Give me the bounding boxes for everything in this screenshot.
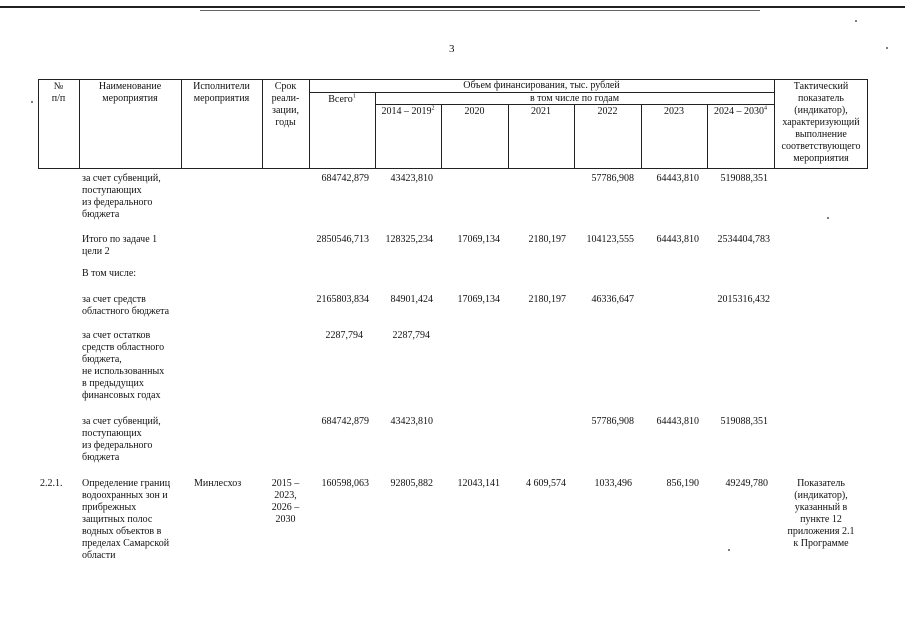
row-y6: 2534404,783 xyxy=(717,234,770,245)
header-year-2024-2030 xyxy=(707,106,774,118)
row-y6: 2015316,432 xyxy=(717,294,770,305)
header-y1-footnote: 2 xyxy=(431,105,435,112)
row-y4: 1033,496 xyxy=(594,478,632,489)
row-name: за счет средств областного бюджета xyxy=(82,294,170,317)
header-y1-label: 2014 – 2019 xyxy=(381,106,432,117)
row-y5: 64443,810 xyxy=(656,416,699,427)
row-total: 684742,879 xyxy=(321,416,369,427)
header-including: в том числе по годам xyxy=(529,93,620,104)
row-y3: 2180,197 xyxy=(528,234,566,245)
row-name: Определение границ водоохранных зон и прибрежных защитных полос водных объектов в пределах Самарской области xyxy=(82,478,171,561)
row-y2: 17069,134 xyxy=(457,234,500,245)
row-total: 2850546,713 xyxy=(316,234,369,245)
header-funding: Объем финансирования, тыс. рублей xyxy=(463,80,620,91)
header-term: Срок реали- зации, годы xyxy=(271,81,300,128)
row-total: 2165803,834 xyxy=(316,294,369,305)
row-name: за счет субвенций, поступающих из федерального бюджета xyxy=(82,416,161,463)
scan-speck xyxy=(31,101,33,103)
row-y1: 43423,810 xyxy=(390,173,433,184)
row-name: за счет субвенций, поступающих из федерального бюджета xyxy=(82,173,161,220)
row-y1: 2287,794 xyxy=(392,330,430,341)
row-y5: 64443,810 xyxy=(656,234,699,245)
row-y5: 856,190 xyxy=(666,478,699,489)
row-indicator: Показатель (индикатор), указанный в пункте 12 приложения 2.1 к Программе xyxy=(787,478,855,549)
header-year-2014-2019 xyxy=(375,106,441,118)
row-number: 2.2.1. xyxy=(40,478,63,489)
scan-speck xyxy=(886,47,888,49)
scan-speck xyxy=(827,217,829,219)
row-y1: 84901,424 xyxy=(390,294,433,305)
row-y4: 46336,647 xyxy=(591,294,634,305)
header-year-2023: 2023 xyxy=(664,106,684,117)
top-border-line-secondary xyxy=(200,10,760,11)
header-total-footnote: 1 xyxy=(352,93,356,100)
row-y4: 104123,555 xyxy=(586,234,634,245)
header-year-2020: 2020 xyxy=(464,106,485,117)
row-y6: 519088,351 xyxy=(720,416,768,427)
row-total: 160598,063 xyxy=(321,478,369,489)
top-border-line xyxy=(0,6,905,8)
row-y1: 92805,882 xyxy=(390,478,433,489)
header-name: Наименование мероприятия xyxy=(98,81,162,104)
row-y1: 128325,234 xyxy=(385,234,433,245)
header-year-2022: 2022 xyxy=(597,106,618,117)
row-y3: 2180,197 xyxy=(528,294,566,305)
header-total xyxy=(309,94,375,106)
row-total: 2287,794 xyxy=(325,330,363,341)
header-num: № п/п xyxy=(51,81,66,104)
row-name: за счет остатков средств областного бюджета, не использованных в предыдущих финансовых годах xyxy=(82,330,165,401)
header-executors: Исполнители мероприятия xyxy=(193,81,250,104)
row-y3: 4 609,574 xyxy=(526,478,566,489)
scan-speck xyxy=(855,20,857,22)
row-y5: 64443,810 xyxy=(656,173,699,184)
row-y2: 12043,141 xyxy=(457,478,500,489)
scan-speck xyxy=(728,549,730,551)
row-name: В том числе: xyxy=(82,268,137,279)
header-year-2021: 2021 xyxy=(531,106,551,117)
row-executor: Минлесхоз xyxy=(194,478,242,489)
row-total: 684742,879 xyxy=(321,173,369,184)
header-total-label: Всего xyxy=(328,94,353,105)
page-number: 3 xyxy=(449,43,455,55)
row-y6: 49249,780 xyxy=(725,478,768,489)
row-y1: 43423,810 xyxy=(390,416,433,427)
row-y2: 17069,134 xyxy=(457,294,500,305)
header-indicator: Тактический показатель (индикатор), характеризующий выполнение соответствующего мероприятия xyxy=(781,81,861,164)
header-y6-footnote: 4 xyxy=(764,105,767,112)
row-y4: 57786,908 xyxy=(591,416,634,427)
row-y6: 519088,351 xyxy=(720,173,768,184)
row-term: 2015 – 2023, 2026 – 2030 xyxy=(271,478,300,525)
row-y4: 57786,908 xyxy=(591,173,634,184)
header-y6-label: 2024 – 2030 xyxy=(714,106,764,117)
row-name: Итого по задаче 1 цели 2 xyxy=(82,234,158,257)
